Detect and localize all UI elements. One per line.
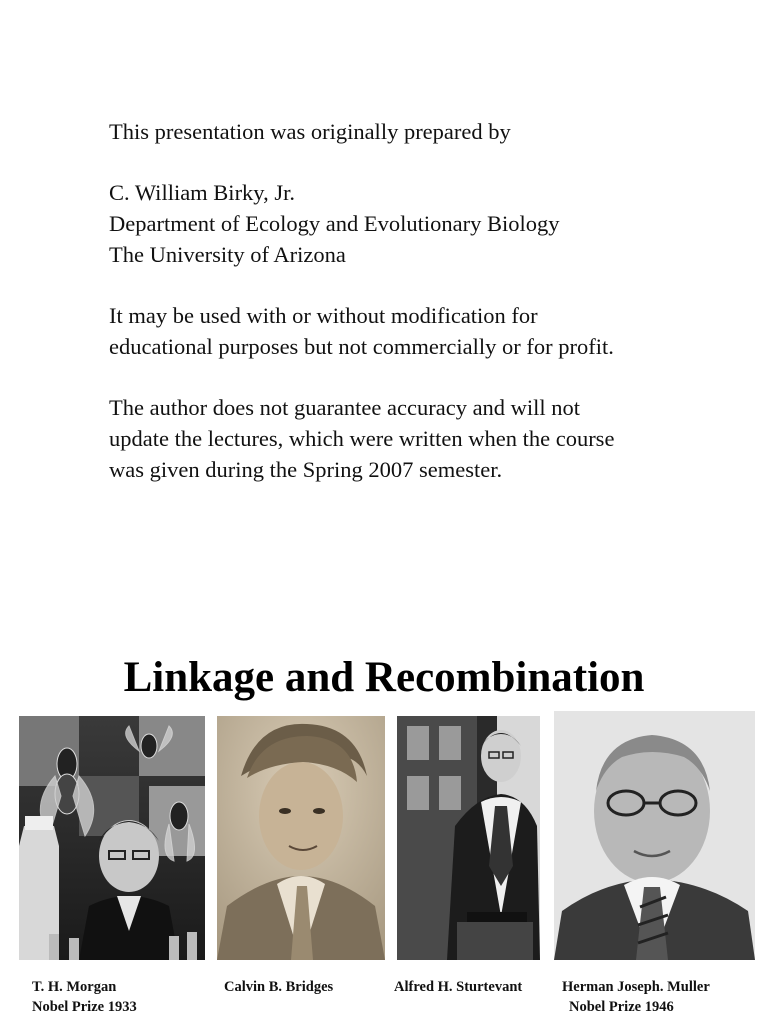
credits-usage-line-2: educational purposes but not commercially or for profit.	[109, 334, 614, 359]
scientist-name: Herman Joseph. Muller	[562, 979, 710, 995]
credits-usage-paragraph	[109, 300, 729, 362]
credits-intro-paragraph	[109, 116, 729, 147]
muller-portrait-photo	[554, 711, 755, 960]
credits-disclaimer-line-2: update the lectures, which were written when the course	[109, 426, 615, 451]
credits-disclaimer-line-1: The author does not guarantee accuracy and will not	[109, 395, 581, 420]
caption-bridges	[224, 977, 333, 997]
scientist-name: Calvin B. Bridges	[224, 979, 334, 995]
caption-sturtevant	[394, 977, 522, 997]
morgan-portrait-photo	[19, 716, 205, 960]
slide-title: Linkage and Recombination	[123, 654, 645, 701]
scientist-name: Alfred H. Sturtevant	[394, 979, 523, 995]
caption-muller	[562, 977, 710, 1017]
bridges-portrait-photo	[217, 716, 385, 960]
sturtevant-portrait-photo	[397, 716, 540, 960]
scientist-name: T. H. Morgan	[32, 979, 117, 995]
credits-usage-line-1: It may be used with or without modification for	[109, 303, 538, 328]
credits-disclaimer-line-3: was given during the Spring 2007 semester.	[109, 457, 503, 482]
caption-morgan	[32, 977, 137, 1017]
credits-university: The University of Arizona	[109, 242, 346, 267]
credits-author: C. William Birky, Jr.	[109, 180, 295, 205]
credits-department: Department of Ecology and Evolutionary Biology	[109, 211, 560, 236]
credits-author-paragraph	[109, 177, 729, 270]
credits-disclaimer-paragraph	[109, 392, 729, 485]
scientist-nobel-note: Nobel Prize 1933	[32, 999, 137, 1015]
scientist-nobel-note: Nobel Prize 1946	[569, 999, 674, 1015]
credits-intro: This presentation was originally prepared by	[109, 119, 511, 144]
credits-block	[109, 116, 729, 515]
